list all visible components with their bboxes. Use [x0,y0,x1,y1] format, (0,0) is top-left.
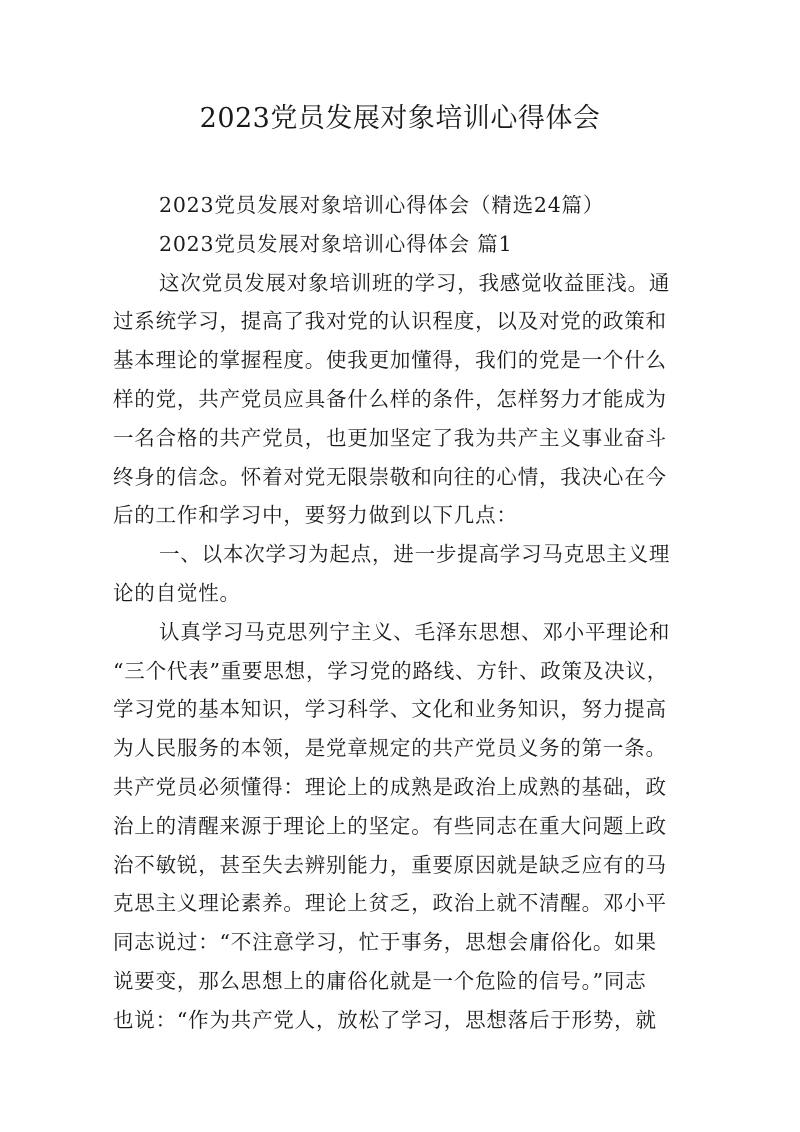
paragraph-line: 治上的清醒来源于理论上的坚定。有些同志在重大问题上政 [113,813,667,838]
paragraph-line: 样的党，共产党员应具备什么样的条件，怎样努力才能成为 [113,386,667,411]
paragraph-line: 同志说过：“不注意学习，忙于事务，思想会庸俗化。如果 [113,930,657,955]
paragraph-line: 说要变，那么思想上的庸俗化就是一个危险的信号。”同志 [113,968,647,993]
paragraph-line: 共产党员必须懂得：理论上的成熟是政治上成熟的基础，政 [113,774,667,799]
paragraph-line: 也说：“作为共产党人，放松了学习，思想落后于形势，就 [113,1007,657,1032]
paragraph-line: 2023党员发展对象培训心得体会 篇1 [159,231,513,256]
document-title: 2023党员发展对象培训心得体会 [199,103,601,134]
paragraph-line: 为人民服务的本领，是党章规定的共产党员义务的第一条。 [113,736,667,761]
paragraph-line: 基本理论的掌握程度。使我更加懂得，我们的党是一个什么 [113,348,667,373]
paragraph-line: 终身的信念。怀着对党无限崇敬和向往的心情，我决心在今 [113,464,667,489]
document-body [113,186,688,1040]
paragraph-line: 这次党员发展对象培训班的学习，我感觉收益匪浅。通 [159,270,671,295]
paragraph-line: “三个代表”重要思想，学习党的路线、方针、政策及决议， [113,658,669,683]
paragraph-line: 克思主义理论素养。理论上贫乏，政治上就不清醒。邓小平 [113,891,667,916]
paragraph-line: 一名合格的共产党员，也更加坚定了我为共产主义事业奋斗 [113,425,667,450]
paragraph-line: 治不敏锐，甚至失去辨别能力，重要原因就是缺乏应有的马 [113,852,667,877]
paragraph-line: 认真学习马克思列宁主义、毛泽东思想、邓小平理论和 [159,619,671,644]
paragraph-line: 后的工作和学习中，要努力做到以下几点： [113,503,518,528]
paragraph-line: 论的自觉性。 [113,580,241,605]
paragraph-line: 一、以本次学习为起点，进一步提高学习马克思主义理 [159,542,671,567]
paragraph-line: 学习党的基本知识，学习科学、文化和业务知识，努力提高 [113,697,667,722]
paragraph-line: 2023党员发展对象培训心得体会（精选24篇） [159,193,605,217]
paragraph-line: 过系统学习，提高了我对党的认识程度，以及对党的政策和 [113,309,667,334]
